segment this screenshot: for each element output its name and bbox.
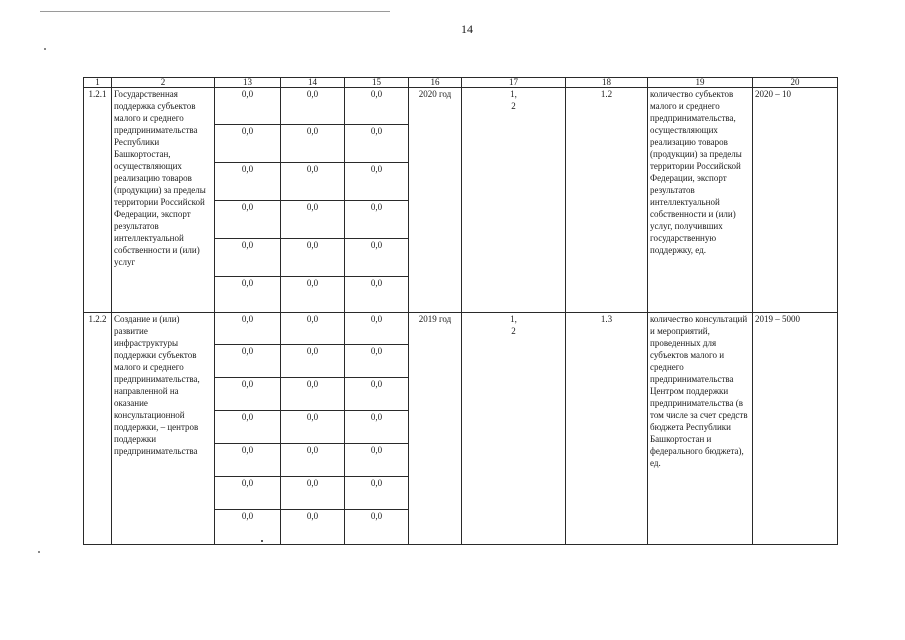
funding-value: 0,0 — [345, 201, 409, 239]
funding-value: 0,0 — [215, 239, 281, 277]
funding-value: 0,0 — [281, 345, 345, 378]
funding-value: 0,0 — [345, 477, 409, 510]
funding-value: 0,0 — [345, 510, 409, 545]
row-year: 2019 год — [409, 313, 462, 545]
funding-value: 0,0 — [281, 277, 345, 313]
scan-speck — [44, 48, 46, 50]
funding-value: 0,0 — [215, 125, 281, 163]
funding-value: 0,0 — [215, 477, 281, 510]
funding-value: 0,0 — [215, 411, 281, 444]
table-row — [84, 313, 838, 345]
funding-value: 0,0 — [345, 378, 409, 411]
row-col17: 1, 2 — [462, 88, 566, 313]
column-header: 2 — [112, 78, 215, 88]
funding-value: 0,0 — [281, 411, 345, 444]
row-code: 1.2.1 — [84, 88, 112, 313]
column-header: 18 — [566, 78, 648, 88]
funding-value: 0,0 — [215, 444, 281, 477]
row-code: 1.2.2 — [84, 313, 112, 545]
funding-value: 0,0 — [345, 444, 409, 477]
funding-value: 0,0 — [281, 163, 345, 201]
funding-value: 0,0 — [281, 444, 345, 477]
scan-speck — [38, 551, 40, 553]
header-row — [84, 78, 838, 88]
funding-value: 0,0 — [215, 88, 281, 125]
funding-value: 0,0 — [215, 313, 281, 345]
funding-value: 0,0 — [345, 313, 409, 345]
row-name: Государственная поддержка субъектов малого и среднего предпринимательства Республики Башкортостан, осуществляющих реализацию товаров (продукции) за пределы территории Российской Федерации, экспорт результатов интеллектуальной собственности и (или) услуг — [112, 88, 215, 313]
row-col17: 1, 2 — [462, 313, 566, 545]
funding-value: 0,0 — [281, 88, 345, 125]
row-indicator: количество консультаций и мероприятий, проведенных для субъектов малого и среднего предпринимательства Центром поддержки предпринимательства (в том числе за счет средств бюджета Республики Башкортостан и федерального бюджета), ед. — [648, 313, 753, 545]
row-col18: 1.3 — [566, 313, 648, 545]
program-table — [83, 77, 838, 545]
column-header: 1 — [84, 78, 112, 88]
table-row — [84, 88, 838, 125]
row-indicator: количество субъектов малого и среднего предпринимательства, осуществляющих реализацию товаров (продукции) за пределы территории Российской Федерации, экспорт результатов интеллектуальной собственности и (или) услуг, получивших государственную поддержку, ед. — [648, 88, 753, 313]
row-target: 2020 – 10 — [753, 88, 838, 313]
column-header: 17 — [462, 78, 566, 88]
funding-value: 0,0 — [281, 239, 345, 277]
column-header: 20 — [753, 78, 838, 88]
column-header: 16 — [409, 78, 462, 88]
column-header: 15 — [345, 78, 409, 88]
funding-value: 0,0 — [345, 125, 409, 163]
funding-value: 0,0 — [345, 163, 409, 201]
funding-value: 0,0 — [215, 163, 281, 201]
funding-value: 0,0 — [215, 345, 281, 378]
funding-value: 0,0 — [345, 277, 409, 313]
row-col18: 1.2 — [566, 88, 648, 313]
page-number: 14 — [461, 22, 473, 36]
funding-value: 0,0 — [215, 277, 281, 313]
column-header: 13 — [215, 78, 281, 88]
scan-speck — [261, 540, 263, 542]
funding-value: 0,0 — [215, 510, 281, 545]
funding-value: 0,0 — [345, 239, 409, 277]
funding-value: 0,0 — [281, 510, 345, 545]
funding-value: 0,0 — [345, 411, 409, 444]
column-header: 19 — [648, 78, 753, 88]
row-year: 2020 год — [409, 88, 462, 313]
row-name: Создание и (или) развитие инфраструктуры поддержки субъектов малого и среднего предпринимательства, направленной на оказание консультационной поддержки, – центров поддержки предпринимательства — [112, 313, 215, 545]
funding-value: 0,0 — [281, 378, 345, 411]
top-rule — [40, 11, 390, 12]
funding-value: 0,0 — [281, 125, 345, 163]
funding-value: 0,0 — [215, 378, 281, 411]
column-header: 14 — [281, 78, 345, 88]
funding-value: 0,0 — [215, 201, 281, 239]
funding-value: 0,0 — [345, 88, 409, 125]
funding-value: 0,0 — [281, 201, 345, 239]
funding-value: 0,0 — [281, 313, 345, 345]
row-target: 2019 – 5000 — [753, 313, 838, 545]
funding-value: 0,0 — [345, 345, 409, 378]
funding-value: 0,0 — [281, 477, 345, 510]
